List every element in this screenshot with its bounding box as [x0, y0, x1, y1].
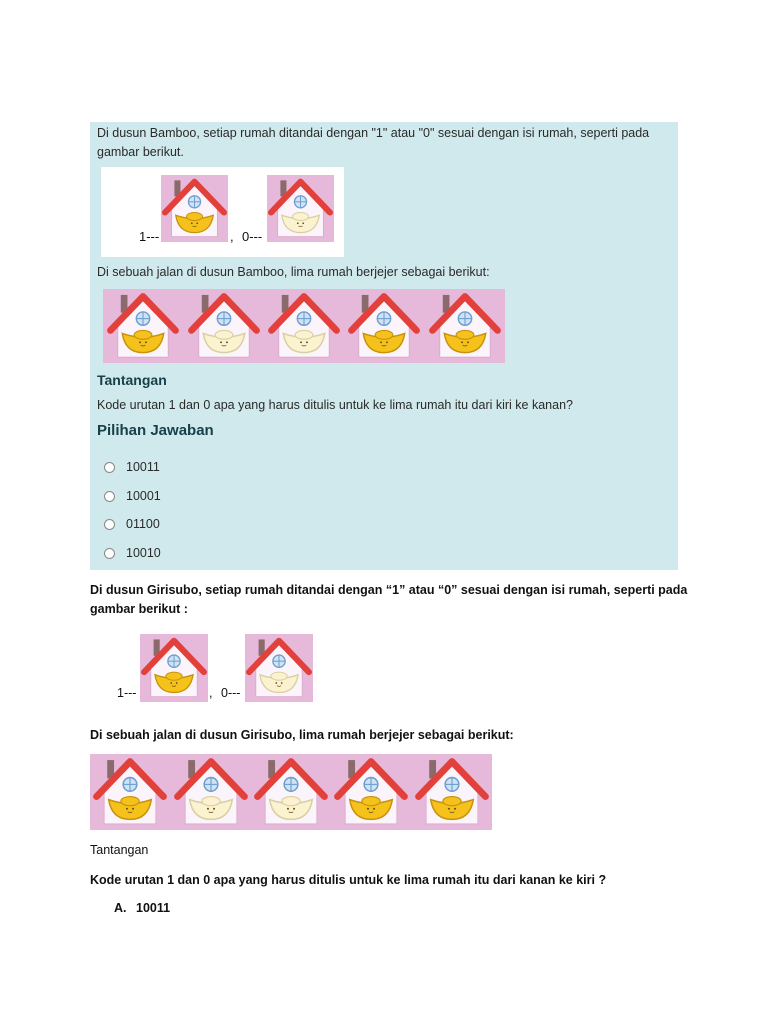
empty-house-image [251, 754, 331, 830]
empty-house-image [183, 289, 263, 363]
empty-house-image [170, 754, 250, 830]
girisubo-legend-empty-house-image [245, 634, 313, 707]
answer-value: 10011 [136, 901, 171, 915]
radio-button[interactable] [104, 519, 115, 530]
girisubo-intro-line-1: Di dusun Girisubo, setiap rumah ditandai dengan “1” atau “0” sesuai dengan isi rumah, seperti pada [90, 583, 688, 597]
radio-button[interactable] [104, 548, 115, 559]
legend-zero-label: 0--- [242, 229, 263, 244]
bamboo-challenge-heading: Tantangan [97, 372, 167, 388]
gold-house-image [331, 754, 411, 830]
legend-gold-house-image [161, 175, 228, 247]
gold-house-image [425, 289, 505, 363]
girisubo-house-row [90, 754, 492, 830]
legend-one-label: 1--- [139, 229, 160, 244]
bamboo-question-text: Kode urutan 1 dan 0 apa yang harus ditulis untuk ke lima rumah itu dari kiri ke kanan? [97, 398, 573, 412]
answer-option-2[interactable] [104, 489, 161, 503]
gold-house-image [412, 754, 492, 830]
girisubo-legend-gold-house-image [140, 634, 208, 707]
bamboo-house-row [103, 289, 505, 363]
girisubo-legend-comma: , [209, 686, 213, 700]
legend-comma: , [230, 229, 234, 244]
girisubo-row-text: Di sebuah jalan di dusun Girisubo, lima rumah berjejer sebagai berikut: [90, 728, 514, 742]
bamboo-options-heading: Pilihan Jawaban [97, 422, 214, 439]
answer-option-1[interactable] [104, 460, 160, 474]
legend-empty-house-image [267, 175, 334, 247]
gold-house-image [344, 289, 424, 363]
question-panel-bamboo [90, 122, 678, 570]
girisubo-challenge-heading: Tantangan [90, 843, 149, 857]
answer-option-4[interactable] [104, 546, 161, 560]
radio-button[interactable] [104, 462, 115, 473]
girisubo-legend-zero-label: 0--- [221, 686, 241, 700]
bamboo-row-text: Di sebuah jalan di dusun Bamboo, lima rumah berjejer sebagai berikut: [97, 265, 490, 279]
bamboo-intro-text: Di dusun Bamboo, setiap rumah ditandai dengan "1" atau "0" sesuai dengan isi rumah, seperti pada gambar berikut. [97, 126, 650, 159]
gold-house-image [103, 289, 183, 363]
answer-option-3[interactable] [104, 517, 160, 531]
radio-button[interactable] [104, 491, 115, 502]
empty-house-image [264, 289, 344, 363]
gold-house-image [90, 754, 170, 830]
girisubo-intro-line-2: gambar berikut : [90, 602, 188, 616]
girisubo-question-text: Kode urutan 1 dan 0 apa yang harus ditulis untuk ke lima rumah itu dari kanan ke kiri ? [90, 873, 607, 887]
option-label: 10001 [126, 489, 161, 503]
option-label: 10010 [126, 546, 161, 560]
option-label: 10011 [126, 460, 160, 474]
bamboo-legend [101, 167, 344, 257]
answer-option-a [114, 901, 170, 915]
option-label: 01100 [126, 517, 160, 531]
answer-letter: A. [114, 901, 127, 915]
girisubo-legend-one-label: 1--- [117, 686, 137, 700]
